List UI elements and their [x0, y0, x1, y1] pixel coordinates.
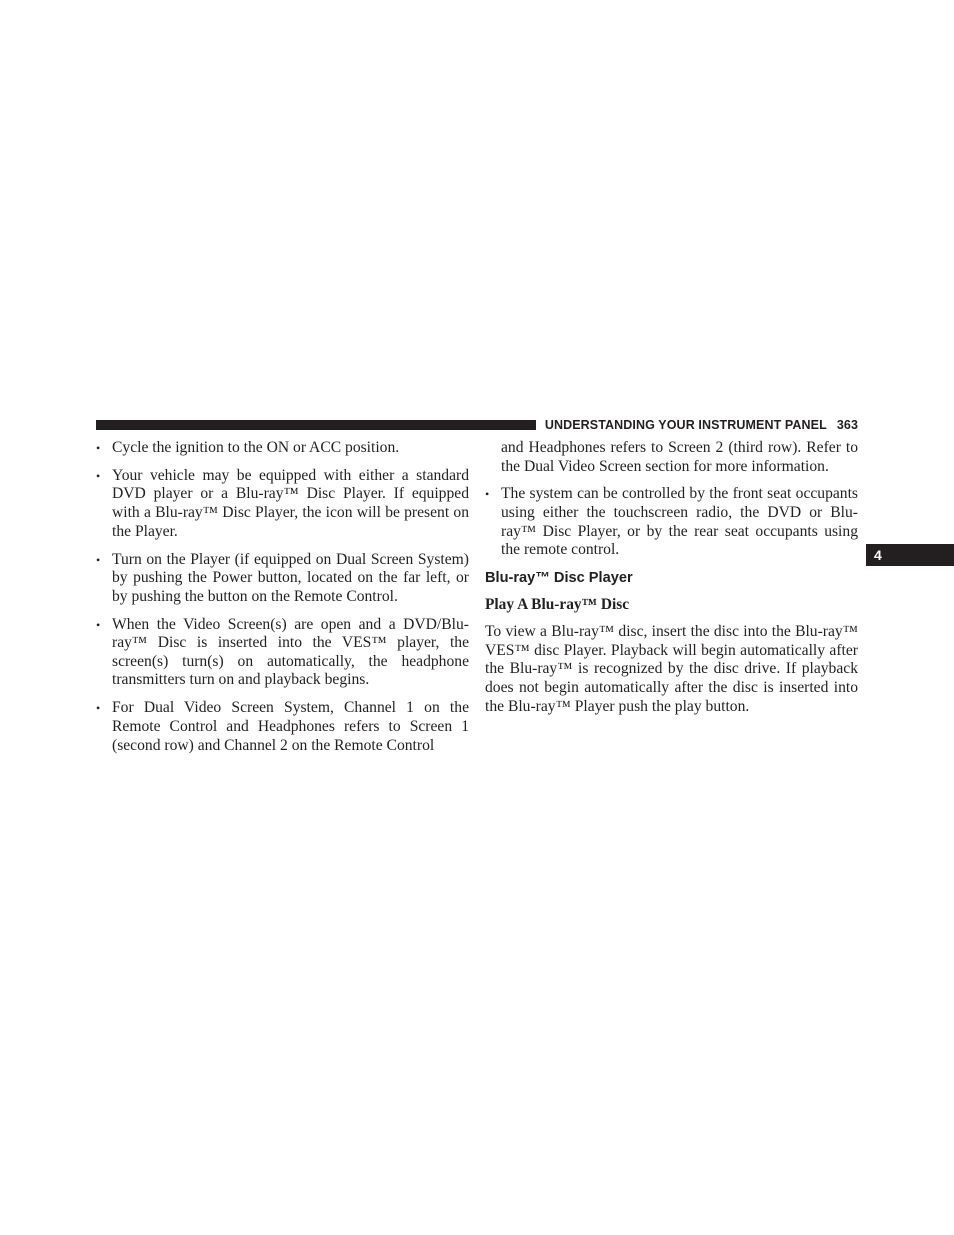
left-column — [96, 439, 469, 764]
bullet-dot-icon: • — [96, 441, 101, 455]
body-paragraph: To view a Blu-ray™ disc, insert the disc into the Blu-ray™ VES™ disc Player. Playback will begin automatically after the Blu-ray™ is recognized by the disc drive. If playback does not begin automatically after the disc is inserted into the Blu-ray™ Player push the play button. — [485, 623, 858, 715]
bullet-text: Your vehicle may be equipped with either a standard DVD player or a Blu-ray™ Disc Player. If equipped with a Blu-ray™ Disc Player, the icon will be present on the Player. — [112, 466, 469, 540]
right-column — [485, 439, 858, 716]
bullet-item — [96, 439, 469, 458]
bullet-dot-icon: • — [96, 468, 101, 483]
bullet-item — [96, 616, 469, 690]
bullet-item — [485, 485, 858, 559]
bullet-dot-icon: • — [96, 617, 101, 632]
bullet-item — [96, 551, 469, 607]
chapter-tab: 4 — [866, 544, 954, 566]
bullet-continuation: and Headphones refers to Screen 2 (third row). Refer to the Dual Video Screen section for more information. — [501, 439, 858, 475]
bullet-dot-icon: • — [96, 552, 101, 567]
section-heading: Blu-ray™ Disc Player — [485, 570, 633, 587]
page-number: 363 — [836, 418, 858, 432]
bullet-text: When the Video Screen(s) are open and a DVD/Blu-ray™ Disc is inserted into the VES™ player, the screen(s) turn(s) on automatically, the headphone transmitters turn on and playback begins. — [112, 615, 469, 689]
bullet-dot-icon: • — [96, 701, 101, 716]
bullet-dot-icon: • — [485, 487, 490, 502]
bullet-text: The system can be controlled by the front seat occupants using either the touchscreen radio, the DVD or Blu-ray™ Disc Player, or by the rear seat occupants using the remote control. — [501, 485, 858, 559]
sub-heading: Play A Blu-ray™ Disc — [485, 596, 630, 614]
header-rule — [96, 420, 536, 430]
bullet-text: Turn on the Player (if equipped on Dual Screen System) by pushing the Power button, located on the far left, or by pushing the button on the Remote Control. — [112, 550, 469, 605]
bullet-text: For Dual Video Screen System, Channel 1 on the Remote Control and Headphones refers to Screen 1 (second row) and Channel 2 on the Remote Control — [112, 699, 469, 754]
bullet-text: Cycle the ignition to the ON or ACC position. — [112, 439, 400, 456]
running-header — [544, 417, 858, 433]
bullet-item — [96, 699, 469, 755]
header-section-title: UNDERSTANDING YOUR INSTRUMENT PANEL — [544, 418, 827, 432]
bullet-item — [96, 467, 469, 541]
